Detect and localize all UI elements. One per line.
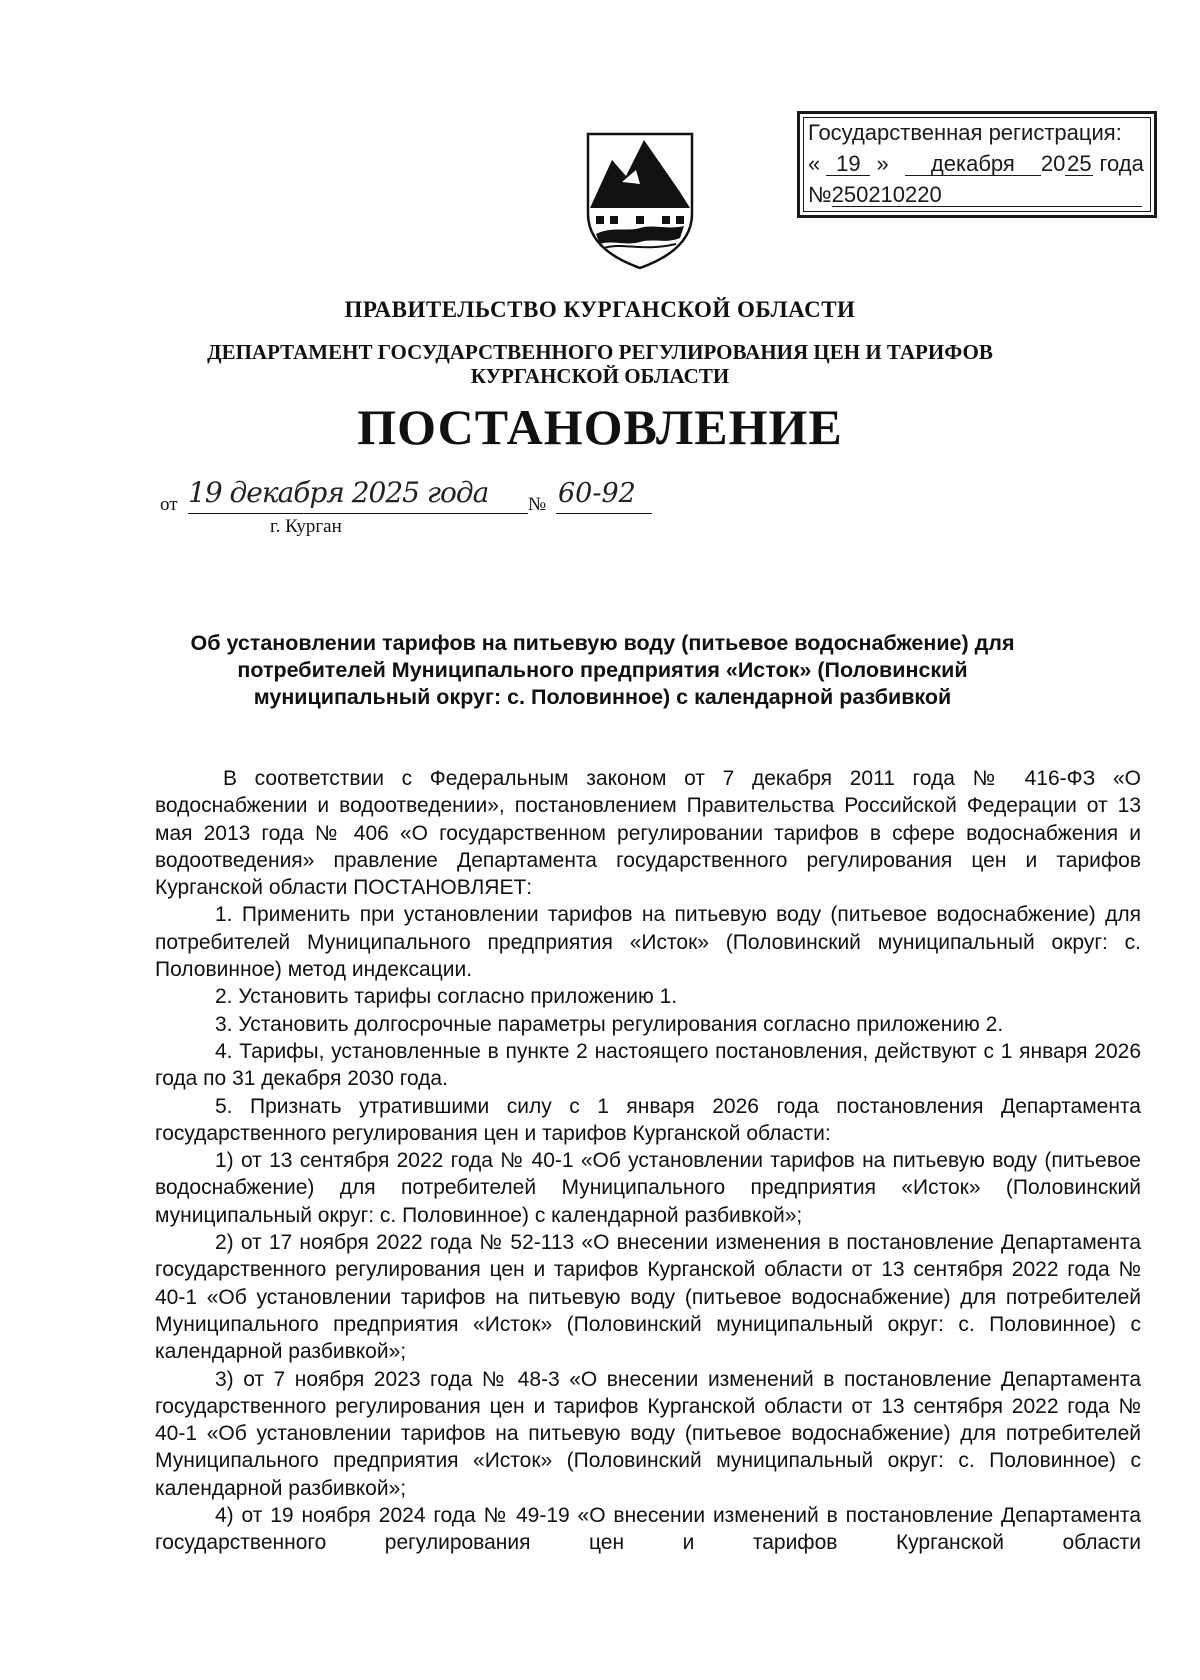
clause-4: 4. Тарифы, установленные в пункте 2 настоящего постановления, действуют с 1 января 2026 года по 31 декабря 2030 года. <box>155 1039 1141 1091</box>
registration-number-line <box>808 182 1142 208</box>
clause-5: 5. Признать утратившими силу с 1 января 2026 года постановления Департамента государственного регулирования цен и тарифов Курганской области: <box>155 1094 1141 1145</box>
clause-5-item-4: 4) от 19 ноября 2024 года № 49-19 «О внесении изменений в постановление Департамента государственного регулирования цен и тарифов Курганской области <box>155 1504 1141 1555</box>
registration-year-prefix: 20 <box>1040 151 1066 176</box>
subject-line-3: муниципальный округ: с. Половинное) с календарной разбивкой <box>253 685 952 709</box>
registration-title: Государственная регистрация: <box>808 120 1122 145</box>
registration-close-quote: » <box>876 151 889 176</box>
registration-year-suffix: 25 <box>1067 151 1092 176</box>
clause-2: 2. Установить тарифы согласно приложению 1. <box>215 985 678 1009</box>
preamble-paragraph: В соответствии с Федеральным законом от 7 декабря 2011 года № 416-ФЗ «О водоснабжении и водоотведении», постановлением Правительства Российской Федерации от 13 мая 2013 года № 406 «О государственном регулировании тарифов в сфере водоснабжения и водоотведения» правление Департамента государственного регулирования цен и тарифов Курганской области ПОСТАНОВЛЯЕТ: <box>155 767 1141 900</box>
subject-line-2: потребителей Муниципального предприятия «Исток» (Половинский <box>237 658 968 682</box>
clause-5-item-1: 1) от 13 сентября 2022 года № 40-1 «Об установлении тарифов на питьевую воду (питьевое водоснабжение) для потребителей Муниципального предприятия «Исток» (Половинский муниципальный округ: с. Половинное) с календарной разбивкой»; <box>155 1149 1141 1227</box>
department-header-line1: ДЕПАРТАМЕНТ ГОСУДАРСТВЕННОГО РЕГУЛИРОВАНИЯ ЦЕН И ТАРИФОВ <box>207 340 993 364</box>
doc-number-label: № <box>528 494 547 515</box>
registration-number-label: № <box>808 182 832 207</box>
document-subject <box>150 630 1055 711</box>
subject-line-1: Об установлении тарифов на питьевую воду (питьевое водоснабжение) для <box>190 631 1015 655</box>
coat-of-arms-icon <box>582 130 698 270</box>
clause-5-item-2: 2) от 17 ноября 2022 года № 52-113 «О внесении изменения в постановление Департамента государственного регулирования цен и тарифов Курганской области от 13 сентября 2022 года № 40-1 «Об установлении тарифов на питьевую воду (питьевое водоснабжение) для потребителей Муниципального предприятия «Исток» (Половинский муниципальный округ: с. Половинное) с календарной разбивкой»; <box>155 1231 1141 1364</box>
clause-3: 3. Установить долгосрочные параметры регулирования согласно приложению 2. <box>215 1012 1004 1036</box>
registration-day: 19 <box>826 153 870 176</box>
registration-number: 250210220 <box>832 184 1142 207</box>
date-underline <box>188 513 528 514</box>
handwritten-date: 19 декабря 2025 года <box>188 476 489 509</box>
clause-1: 1. Применить при установлении тарифов на питьевую воду (питьевое водоснабжение) для потребителей Муниципального предприятия «Исток» (Половинский муниципальный округ: с. Половинное) метод индексации. <box>155 903 1141 982</box>
document-body <box>155 765 1141 1557</box>
registration-open-quote: « <box>808 151 821 176</box>
registration-month: декабря <box>905 153 1041 176</box>
registration-stamp <box>797 111 1157 218</box>
document-type-title: ПОСТАНОВЛЕНИЕ <box>357 399 843 455</box>
clause-5-item-3: 3) от 7 ноября 2023 года № 48-3 «О внесении изменений в постановление Департамента государственного регулирования цен и тарифов Курганской области от 13 сентября 2022 года № 40-1 «Об установлении тарифов на питьевую воду (питьевое водоснабжение) для потребителей Муниципального предприятия «Исток» (Половинский муниципальный округ: с. Половинное) с календарной разбивкой»; <box>155 1367 1141 1500</box>
handwritten-doc-number: 60-92 <box>558 478 636 509</box>
government-header: ПРАВИТЕЛЬСТВО КУРГАНСКОЙ ОБЛАСТИ <box>344 297 856 322</box>
registration-date <box>808 151 1144 177</box>
registration-year-word: года <box>1099 151 1144 176</box>
number-underline <box>556 513 652 514</box>
city-label: г. Курган <box>270 516 342 537</box>
department-header-line2: КУРГАНСКОЙ ОБЛАСТИ <box>470 364 730 388</box>
date-from-label: от <box>160 494 178 515</box>
